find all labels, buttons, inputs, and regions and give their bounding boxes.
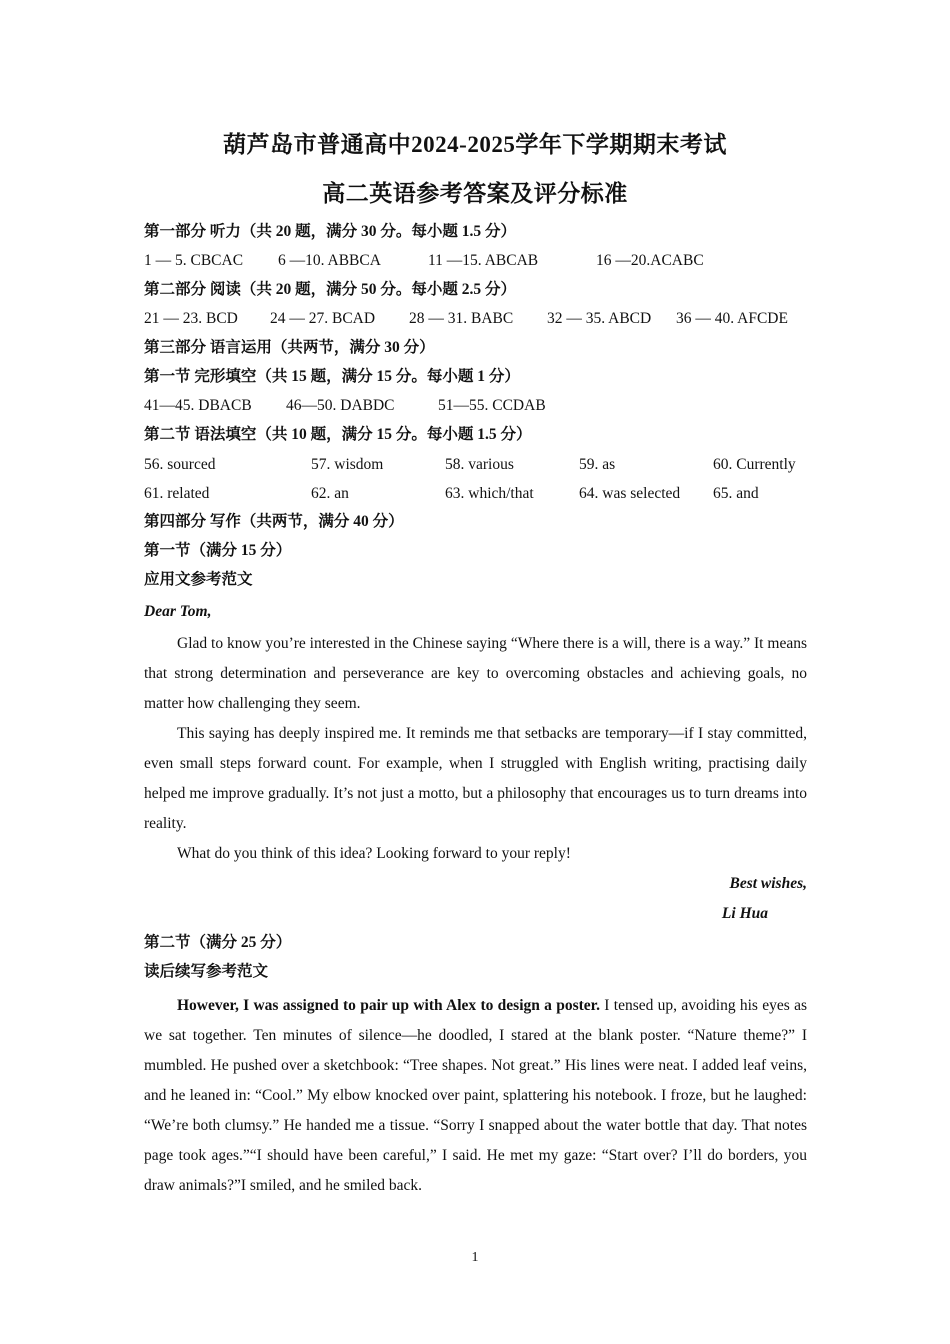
letter-paragraph: What do you think of this idea? Looking forward to your reply! <box>177 845 571 862</box>
letter-paragraph: This saying has deeply inspired me. It reminds me that setbacks are temporary—if I stay committed, even small steps forward count. For example, when I struggled with English writing, practising daily helped me improve gradually. It’s not just a motto, but a philosophy that encourages us to turn dreams into reality. <box>144 725 807 832</box>
letter-signature: Li Hua <box>721 905 768 922</box>
part4-sec2-label: 读后续写参考范文 <box>144 963 269 980</box>
part2-heading: 第二部分 阅读（共 20 题，满分 50 分。每小题 2.5 分） <box>144 281 517 298</box>
answer-item: 64. was selected <box>579 485 681 502</box>
story-text: I tensed up, avoiding his eyes as we sat together. Ten minutes of silence—he doodled, I stared at the blank poster. “Nature theme?” I mumbled. He pushed over a sketchbook: “Tree shapes. Not great.” His lines were neat. I added leaf veins, and he leaned in: “Cool.” My elbow knocked over paint, splattering his notebook. I froze, but he laughed: “We’re both clumsy.” He handed me a tissue. “Sorry I snapped about the water bottle that day. That notes page took ages.”“I should have been careful,” I said. He met my gaze: “Start over? I’ll do borders, you draw animals?”I smiled, and he smiled back. <box>144 997 807 1194</box>
answer-group: 16 —20.ACABC <box>596 252 704 269</box>
answer-item: 62. an <box>311 485 349 502</box>
answer-group: 24 — 27. BCAD <box>270 310 376 327</box>
answer-group: 1 — 5. CBCAC <box>144 252 244 269</box>
answer-group: 51—55. CCDAB <box>438 397 546 414</box>
answer-group: 32 — 35. ABCD <box>547 310 652 327</box>
answer-group: 11 —15. ABCAB <box>428 252 539 269</box>
document-body <box>144 220 807 1201</box>
answer-item: 63. which/that <box>445 485 534 502</box>
page-number: 1 <box>471 1250 479 1265</box>
answer-group: 28 — 31. BABC <box>409 310 514 327</box>
part2-answers <box>144 307 807 332</box>
answer-group: 36 — 40. AFCDE <box>676 310 788 327</box>
answer-item: 60. Currently <box>713 456 796 473</box>
answer-group: 21 — 23. BCD <box>144 310 238 327</box>
part4-sec2-heading: 第二节（满分 25 分） <box>144 934 292 951</box>
answer-item: 56. sourced <box>144 456 216 473</box>
answer-group: 46—50. DABDC <box>286 397 395 414</box>
part1-answers <box>144 249 807 274</box>
story-lead-sentence: However, I was assigned to pair up with Alex to design a poster. <box>177 997 601 1014</box>
answer-item: 58. various <box>445 456 514 473</box>
part3-heading: 第三部分 语言运用（共两节，满分 30 分） <box>144 339 435 356</box>
grammar-answers-row1 <box>144 452 807 481</box>
document-title: 葫芦岛市普通高中2024-2025学年下学期期末考试 <box>223 132 727 157</box>
answer-group: 6 —10. ABBCA <box>278 252 381 269</box>
grammar-answers-row2 <box>144 481 807 510</box>
answer-item: 59. as <box>579 456 616 473</box>
document-subtitle: 高二英语参考答案及评分标准 <box>322 181 628 206</box>
answer-group: 41—45. DBACB <box>144 397 252 414</box>
part4-heading: 第四部分 写作（共两节，满分 40 分） <box>144 513 404 530</box>
part3-sec1-heading: 第一节 完形填空（共 15 题，满分 15 分。每小题 1 分） <box>144 368 520 385</box>
part4-sec1-label: 应用文参考范文 <box>144 571 253 588</box>
answer-item: 65. and <box>713 485 759 502</box>
story-paragraph <box>144 991 807 1201</box>
part1-heading: 第一部分 听力（共 20 题，满分 30 分。每小题 1.5 分） <box>144 223 517 240</box>
letter-paragraph: Glad to know you’re interested in the Chinese saying “Where there is a will, there is a way.” It means that strong determination and perseverance are key to overcoming obstacles and achieving goals, no matter how challenging they seem. <box>144 635 807 712</box>
letter-salutation: Dear Tom, <box>144 603 212 620</box>
part3-sec2-heading: 第二节 语法填空（共 10 题，满分 15 分。每小题 1.5 分） <box>144 426 532 443</box>
part4-sec1-heading: 第一节（满分 15 分） <box>144 542 292 559</box>
letter-closing: Best wishes, <box>729 875 807 892</box>
answer-item: 61. related <box>144 485 210 502</box>
answer-item: 57. wisdom <box>311 456 384 473</box>
part3-sec1-answers <box>144 394 807 419</box>
